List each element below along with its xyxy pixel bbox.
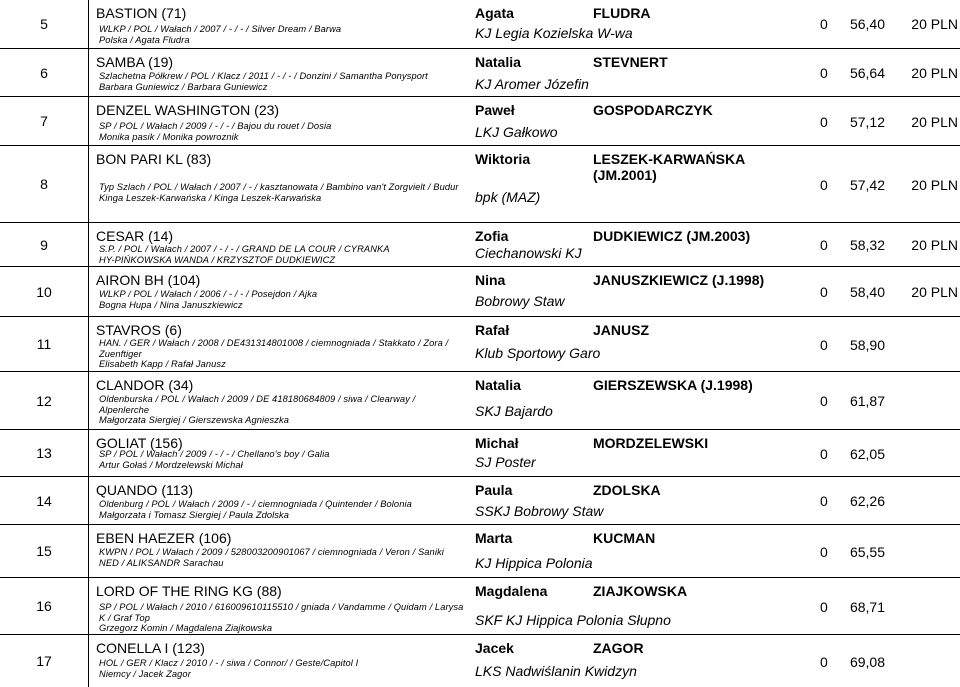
horse-pedigree: SP / POL / Wałach / 2009 / - / - / Chellano's boy / Galia: [99, 449, 330, 459]
horse-name-text: STAVROS: [96, 322, 161, 338]
horse-name: [96, 54, 173, 70]
rider-club: Ciechanowski KJ: [475, 245, 582, 261]
horse-name-text: GOLIAT: [96, 435, 147, 451]
time: 56,40: [849, 16, 885, 32]
horse-number: ( 71 ): [157, 5, 186, 21]
horse-name-text: BASTION: [96, 5, 158, 21]
result-row: [0, 145, 960, 222]
horse-details: [99, 338, 465, 370]
faults: 0: [820, 237, 828, 253]
prize-money: 20 PLN: [911, 65, 958, 81]
rider-last-name: JANUSZKIEWICZ (J.1998): [593, 272, 765, 288]
horse-owners: Niemcy / Jacek Zagor: [99, 668, 191, 679]
faults: 0: [820, 654, 828, 670]
faults: 0: [820, 544, 828, 560]
horse-pedigree: KWPN / POL / Wałach / 2009 / 528003200901067 / ciemnogniada / Veron / Saniki: [99, 547, 444, 557]
rider-club: LKJ Gałkowo: [475, 124, 558, 140]
horse-details: [99, 658, 465, 679]
horse-number: ( 104 ): [164, 272, 201, 288]
horse-details: [99, 71, 465, 92]
horse-owners: Elisabeth Kapp / Rafał Janusz: [99, 359, 226, 369]
horse-details: [99, 24, 465, 45]
horse-name: [96, 102, 279, 118]
placing: 8: [40, 176, 48, 192]
rider-first-name: Nina: [475, 272, 506, 288]
rider-first-name: Natalia: [475, 54, 521, 70]
result-row: [0, 266, 960, 316]
horse-number: ( 156 ): [146, 435, 183, 451]
horse-owners: Małgorzata Siergiej / Gierszewska Agnieszka: [99, 415, 289, 425]
placing: 7: [40, 113, 48, 129]
faults: 0: [820, 337, 828, 353]
prize-money: 20 PLN: [911, 16, 958, 32]
rider-first-name: Zofia: [475, 228, 509, 244]
horse-number: ( 34 ): [164, 377, 193, 393]
horse-details: [99, 394, 465, 426]
horse-name: [96, 640, 205, 656]
result-row: [0, 0, 960, 48]
rider-first-name: Rafał: [475, 322, 510, 338]
horse-pedigree: Szlachetna Półkrew / POL / Klacz / 2011 / - / - / Donzini / Samantha Ponysport: [99, 71, 428, 81]
horse-name-text: CLANDOR: [96, 377, 165, 393]
faults: 0: [820, 65, 828, 81]
faults: 0: [820, 114, 828, 130]
result-row: [0, 524, 960, 577]
time: 68,71: [849, 599, 885, 615]
horse-name: [96, 228, 173, 244]
rider-first-name: Paweł: [475, 102, 515, 118]
horse-name: [96, 482, 193, 498]
horse-details: [99, 244, 465, 265]
horse-details: [99, 121, 465, 142]
time: 62,26: [849, 493, 885, 509]
result-row: [0, 476, 960, 524]
rider-club: bpk (MAZ): [475, 189, 541, 205]
rider-last-name: JANUSZ: [593, 322, 650, 338]
horse-pedigree: Oldenburska / POL / Wałach / 2009 / DE 418180684809 / siwa / Clearway / Alpenlerche: [99, 394, 416, 415]
faults: 0: [820, 599, 828, 615]
horse-pedigree: Oldenburg / POL / Wałach / 2009 / - / ciemnogniada / Quintender / Bolonia: [99, 499, 412, 509]
placing: 13: [36, 445, 52, 461]
placing: 9: [40, 236, 48, 253]
result-row: [0, 48, 960, 96]
horse-number: ( 6 ): [161, 322, 182, 338]
horse-number: ( 23 ): [250, 102, 279, 118]
placing: 12: [36, 392, 52, 409]
horse-pedigree: WLKP / POL / Wałach / 2007 / - / - / Silver Dream / Barwa: [99, 24, 342, 34]
time: 58,32: [849, 237, 885, 253]
time: 58,40: [849, 284, 885, 300]
horse-details: [99, 182, 465, 203]
horse-details: [99, 289, 465, 310]
horse-name-text: CONELLA I: [96, 640, 169, 656]
horse-number: ( 106 ): [195, 530, 232, 546]
horse-name: [96, 272, 200, 288]
horse-owners: Grzegorz Komin / Magdalena Ziajkowska: [99, 623, 273, 633]
horse-name: [96, 151, 211, 167]
rider-last-name: DUDKIEWICZ (JM.2003): [593, 228, 751, 244]
time: 62,05: [849, 446, 885, 462]
horse-owners: NED / ALIKSANDR Sarachau: [99, 557, 224, 568]
horse-number: ( 19 ): [144, 54, 173, 70]
horse-number: ( 123 ): [168, 640, 205, 656]
time: 57,12: [849, 114, 885, 130]
faults: 0: [820, 393, 828, 409]
rider-last-name: GIERSZEWSKA (J.1998): [593, 377, 753, 393]
horse-details: [99, 449, 465, 470]
placing: 11: [36, 336, 52, 352]
horse-owners: Małgorzata i Tomasz Siergiej / Paula Zdolska: [99, 509, 290, 520]
horse-owners: Monika pasik / Monika powroznik: [99, 131, 239, 142]
horse-name-text: DENZEL WASHINGTON: [96, 102, 251, 118]
horse-number: ( 14 ): [144, 228, 173, 244]
rider-club: Klub Sportowy Garo: [475, 345, 601, 361]
time: 57,42: [849, 177, 885, 193]
rider-last-name: FLUDRA: [593, 5, 651, 21]
faults: 0: [820, 446, 828, 462]
rider-last-name: GOSPODARCZYK: [593, 102, 713, 118]
horse-name-text: BON PARI KL: [96, 151, 183, 167]
rider-last-name: ZIAJKOWSKA: [593, 583, 688, 599]
horse-pedigree: HOL / GER / Klacz / 2010 / - / siwa / Connor/ / Geste/Capitol I: [99, 658, 359, 668]
placing: 16: [36, 598, 52, 614]
horse-name: [96, 377, 193, 393]
time: 69,08: [849, 654, 885, 670]
time: 65,55: [849, 544, 885, 560]
rider-club: SSKJ Bobrowy Staw: [475, 503, 604, 519]
rider-first-name: Agata: [475, 5, 514, 21]
horse-owners: HY-PIŃKOWSKA WANDA / KRZYSZTOF DUDKIEWICZ: [99, 254, 336, 265]
horse-name-text: CESAR: [96, 228, 145, 244]
rider-first-name: Paula: [475, 482, 513, 498]
rider-first-name: Michał: [475, 435, 519, 451]
rider-last-name: MORDZELEWSKI: [593, 435, 709, 451]
horse-name-text: LORD OF THE RING KG: [96, 583, 253, 599]
rider-last-name: STEVNERT: [593, 54, 668, 70]
horse-name-text: AIRON BH: [96, 272, 164, 288]
result-row: [0, 316, 960, 371]
horse-pedigree: S.P. / POL / Wałach / 2007 / - / - / GRAND DE LA COUR / CYRANKA: [99, 244, 390, 254]
rider-last-name: ZAGOR: [593, 640, 644, 656]
horse-owners: Bogna Hupa / Nina Januszkiewicz: [99, 299, 243, 310]
placing: 15: [36, 543, 52, 559]
result-row: [0, 222, 960, 266]
time: 56,64: [849, 65, 885, 81]
placing: 6: [40, 64, 48, 81]
placing: 5: [40, 16, 48, 32]
horse-name-text: EBEN HAEZER: [96, 530, 195, 546]
faults: 0: [820, 493, 828, 509]
rider-first-name: Marta: [475, 530, 513, 546]
rider-club: KJ Aromer Józefin: [475, 76, 589, 92]
horse-details: [99, 499, 465, 520]
rider-last-name: LESZEK-KARWAŃSKA (JM.2001): [593, 151, 745, 183]
prize-money: 20 PLN: [911, 114, 958, 130]
placing: 10: [36, 283, 52, 300]
prize-money: 20 PLN: [911, 177, 958, 193]
horse-pedigree: SP / POL / Wałach / 2010 / 616009610115510 / gniada / Vandamme / Quidam / Larysa K / Graf Top: [99, 602, 464, 623]
horse-name: [96, 583, 282, 599]
result-row: [0, 634, 960, 687]
rider-club: SKF KJ Hippica Polonia Słupno: [475, 612, 671, 628]
horse-owners: Polska / Agata Fludra: [99, 34, 190, 45]
time: 61,87: [849, 393, 885, 409]
faults: 0: [820, 16, 828, 32]
horse-name-text: SAMBA: [96, 54, 145, 70]
rider-club: SJ Poster: [475, 454, 536, 470]
prize-money: 20 PLN: [911, 237, 958, 253]
result-row: [0, 429, 960, 476]
horse-owners: Kinga Leszek-Karwańska / Kinga Leszek-Karwańska: [99, 192, 322, 203]
horse-name: [96, 530, 231, 546]
rider-first-name: Jacek: [475, 640, 514, 656]
horse-pedigree: WLKP / POL / Wałach / 2006 / - / - / Posejdon / Ajka: [99, 289, 318, 299]
result-row: [0, 371, 960, 429]
placing: 17: [36, 653, 52, 669]
rider-first-name: Magdalena: [475, 583, 548, 599]
horse-name-text: QUANDO: [96, 482, 158, 498]
horse-name: [96, 5, 186, 21]
rider-last-name: ZDOLSKA: [593, 482, 661, 498]
horse-pedigree: HAN. / GER / Wałach / 2008 / DE431314801008 / ciemnogniada / Stakkato / Zora / Zuenftiger: [99, 338, 449, 359]
horse-number: ( 83 ): [182, 151, 211, 167]
rider-first-name: Wiktoria: [475, 151, 531, 167]
horse-pedigree: SP / POL / Wałach / 2009 / - / - / Bajou du rouet / Dosia: [99, 121, 332, 131]
placing: 14: [36, 492, 52, 509]
time: 58,90: [849, 337, 885, 353]
horse-pedigree: Typ Szlach / POL / Wałach / 2007 / - / kasztanowata / Bambino van't Zorgvielt / Budur: [99, 182, 459, 192]
prize-money: 20 PLN: [911, 284, 958, 300]
horse-owners: Barbara Guniewicz / Barbara Guniewicz: [99, 81, 268, 92]
rider-last-name: KUCMAN: [593, 530, 656, 546]
result-row: [0, 96, 960, 145]
horse-details: [99, 602, 465, 634]
horse-name: [96, 322, 182, 338]
horse-owners: Artur Gołaś / Mordzelewski Michał: [99, 459, 243, 470]
horse-details: [99, 547, 465, 568]
rider-club: KJ Legia Kozielska W-wa: [475, 25, 633, 41]
rider-club: KJ Hippica Polonia: [475, 555, 593, 571]
horse-number: ( 88 ): [253, 583, 282, 599]
horse-number: ( 113 ): [157, 482, 193, 498]
faults: 0: [820, 284, 828, 300]
rider-club: SKJ Bajardo: [475, 403, 553, 419]
rider-club: Bobrowy Staw: [475, 293, 565, 309]
rider-first-name: Natalia: [475, 377, 521, 393]
faults: 0: [820, 177, 828, 193]
result-row: [0, 577, 960, 634]
rider-club: LKS Nadwiślanin Kwidzyn: [475, 663, 637, 679]
